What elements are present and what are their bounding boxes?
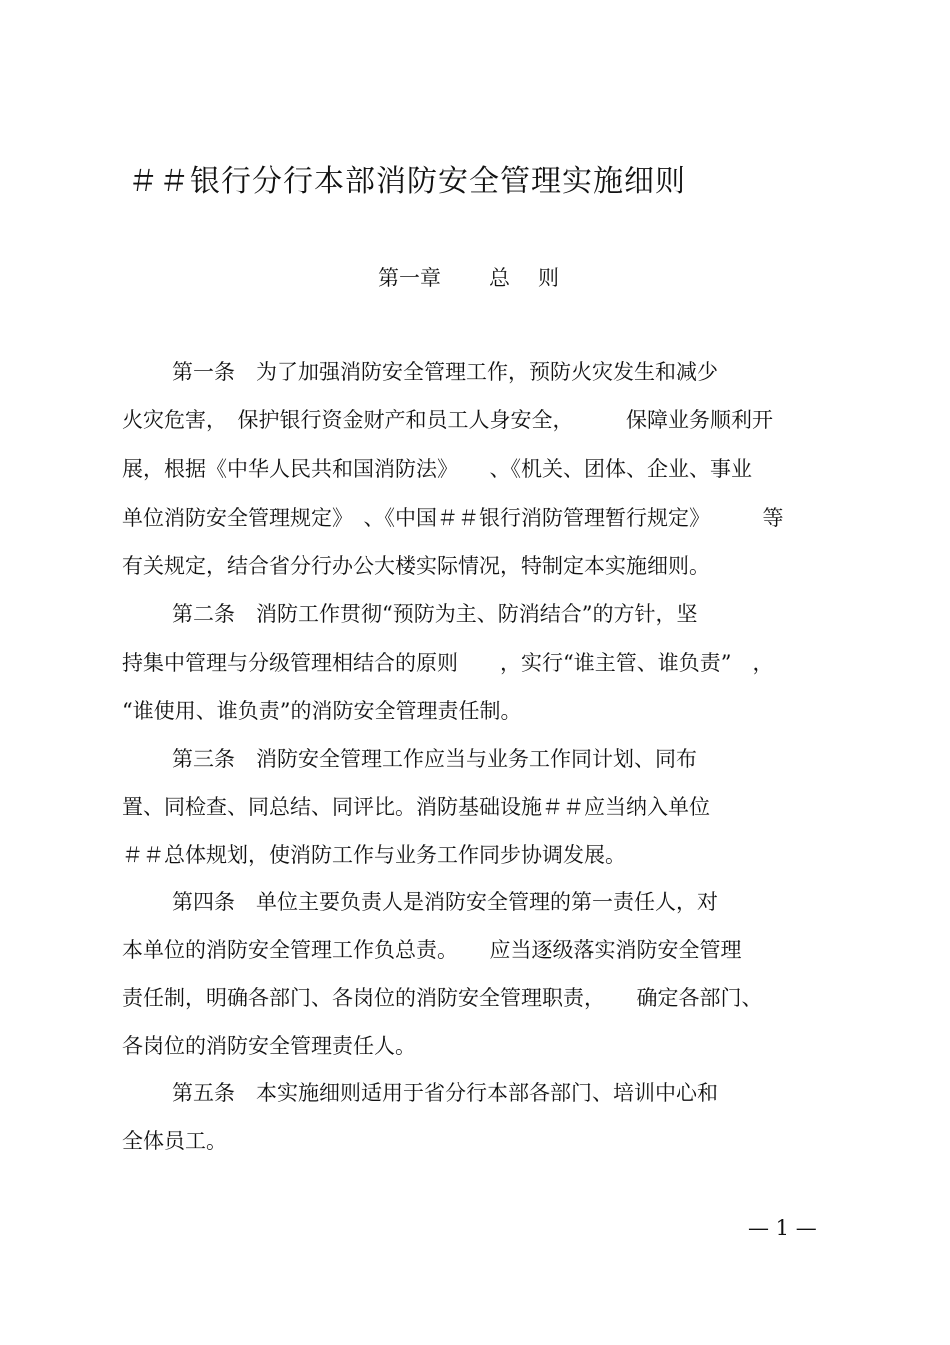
text-line: 本单位的消防安全管理工作负总责。 应当逐级落实消防安全管理 bbox=[122, 938, 742, 962]
text-line: 单位消防安全管理规定》 、《中国＃＃银行消防管理暂行规定》 等 bbox=[122, 506, 784, 530]
text-line: “谁使用、谁负责”的消防安全管理责任制。 bbox=[122, 699, 522, 723]
document-title: ＃＃银行分行本部消防安全管理实施细则 bbox=[128, 164, 686, 199]
chapter-heading bbox=[378, 262, 559, 292]
text-line: 责任制，明确各部门、各岗位的消防安全管理职责， 确定各部门、 bbox=[122, 986, 763, 1010]
chapter-name-2: 则 bbox=[538, 266, 559, 290]
text-line: 火灾危害， 保护银行资金财产和员工人身安全， 保障业务顺利开 bbox=[122, 408, 773, 432]
text-line: 第一条 为了加强消防安全管理工作，预防火灾发生和减少 bbox=[172, 360, 718, 384]
text-line: 第五条 本实施细则适用于省分行本部各部门、培训中心和 bbox=[172, 1081, 718, 1105]
chapter-name-1: 总 bbox=[489, 266, 510, 290]
text-line: 各岗位的消防安全管理责任人。 bbox=[122, 1034, 416, 1058]
text-line: 第四条 单位主要负责人是消防安全管理的第一责任人，对 bbox=[172, 890, 718, 914]
text-line: 有关规定，结合省分行办公大楼实际情况，特制定本实施细则。 bbox=[122, 554, 710, 578]
text-line: 持集中管理与分级管理相结合的原则 ，实行“谁主管、谁负责” ， bbox=[122, 651, 774, 675]
text-line: ＃＃总体规划，使消防工作与业务工作同步协调发展。 bbox=[122, 843, 626, 867]
text-line: 展，根据《中华人民共和国消防法》 、《机关、团体、企业、事业 bbox=[122, 457, 752, 481]
text-line: 置、同检查、同总结、同评比。消防基础设施＃＃应当纳入单位 bbox=[122, 795, 710, 819]
text-line: 全体员工。 bbox=[122, 1129, 227, 1153]
chapter-label: 第一章 bbox=[378, 266, 441, 290]
page-number: — 1 — bbox=[748, 1216, 817, 1240]
text-line: 第三条 消防安全管理工作应当与业务工作同计划、同布 bbox=[172, 747, 697, 771]
text-line: 第二条 消防工作贯彻“预防为主、防消结合”的方针，坚 bbox=[172, 602, 698, 626]
